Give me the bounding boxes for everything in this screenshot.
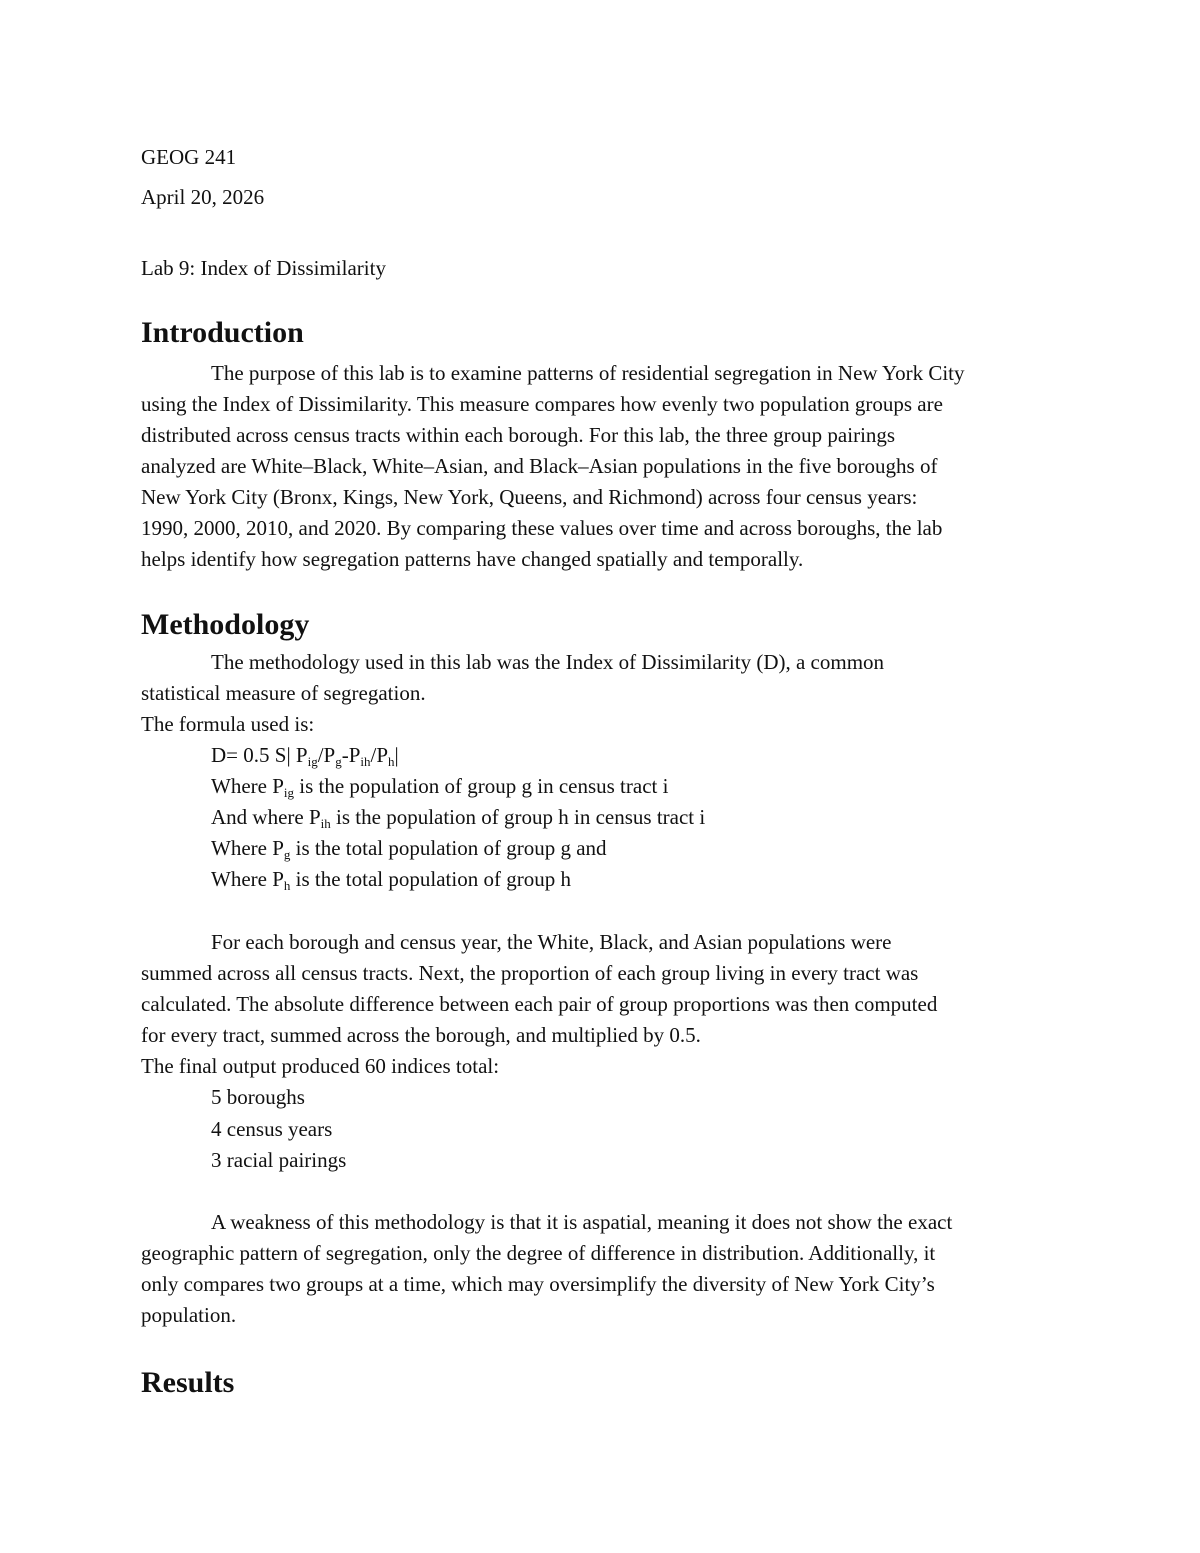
intro-line: using the Index of Dissimilarity. This measure compares how evenly two population groups are [141, 392, 943, 416]
formula: D= 0.5 S| $P_{ig}/P_g-P_{ih}/P_h|$ [211, 743, 399, 769]
formula-definition: And where $P_{ih}$ is the population of group h in census tract i [211, 805, 706, 831]
method-line: A weakness of this methodology is that it is aspatial, meaning it does not show the exact [211, 1210, 953, 1234]
output-item: 4 census years [211, 1117, 333, 1141]
methodology-heading: Methodology [141, 608, 310, 641]
method-line: calculated. The absolute difference between each pair of group proportions was then computed [141, 992, 938, 1016]
course-code: GEOG 241 [141, 145, 237, 169]
intro-line: The purpose of this lab is to examine patterns of residential segregation in New York City [211, 361, 965, 385]
intro-line: helps identify how segregation patterns have changed spatially and temporally. [141, 547, 804, 571]
method-line: summed across all census tracts. Next, the proportion of each group living in every tract was [141, 961, 919, 985]
formula-definition: Where $P_{ig}$ is the population of group g in census tract i [211, 774, 669, 800]
method-line: for every tract, summed across the borough, and multiplied by 0.5. [141, 1023, 701, 1047]
method-line: The methodology used in this lab was the Index of Dissimilarity (D), a common [211, 650, 885, 674]
method-line: only compares two groups at a time, which may oversimplify the diversity of New York City’s [141, 1272, 935, 1296]
method-line: For each borough and census year, the White, Black, and Asian populations were [211, 930, 892, 954]
output-item: 3 racial pairings [211, 1148, 347, 1172]
formula-definition: Where $P_h$ is the total population of group h [211, 867, 571, 893]
method-line: statistical measure of segregation. [141, 681, 426, 705]
document-date: April 20, 2026 [141, 185, 265, 209]
method-line: geographic pattern of segregation, only the degree of difference in distribution. Additionally, it [141, 1241, 936, 1265]
method-line: population. [141, 1303, 237, 1327]
intro-line: distributed across census tracts within each borough. For this lab, the three group pairings [141, 423, 896, 447]
results-heading: Results [141, 1366, 235, 1399]
output-item: 5 boroughs [211, 1085, 305, 1109]
intro-line: New York City (Bronx, Kings, New York, Queens, and Richmond) across four census years: [141, 485, 918, 509]
formula-intro: The formula used is: [141, 712, 315, 736]
formula-definition: Where $P_g$ is the total population of group g and [211, 836, 607, 862]
intro-line: 1990, 2000, 2010, and 2020. By comparing these values over time and across boroughs, the lab [141, 516, 943, 540]
intro-line: analyzed are White–Black, White–Asian, and Black–Asian populations in the five boroughs of [141, 454, 938, 478]
introduction-heading: Introduction [141, 316, 304, 349]
document-title: Lab 9: Index of Dissimilarity [141, 256, 386, 280]
output-intro: The final output produced 60 indices total: [141, 1054, 500, 1078]
